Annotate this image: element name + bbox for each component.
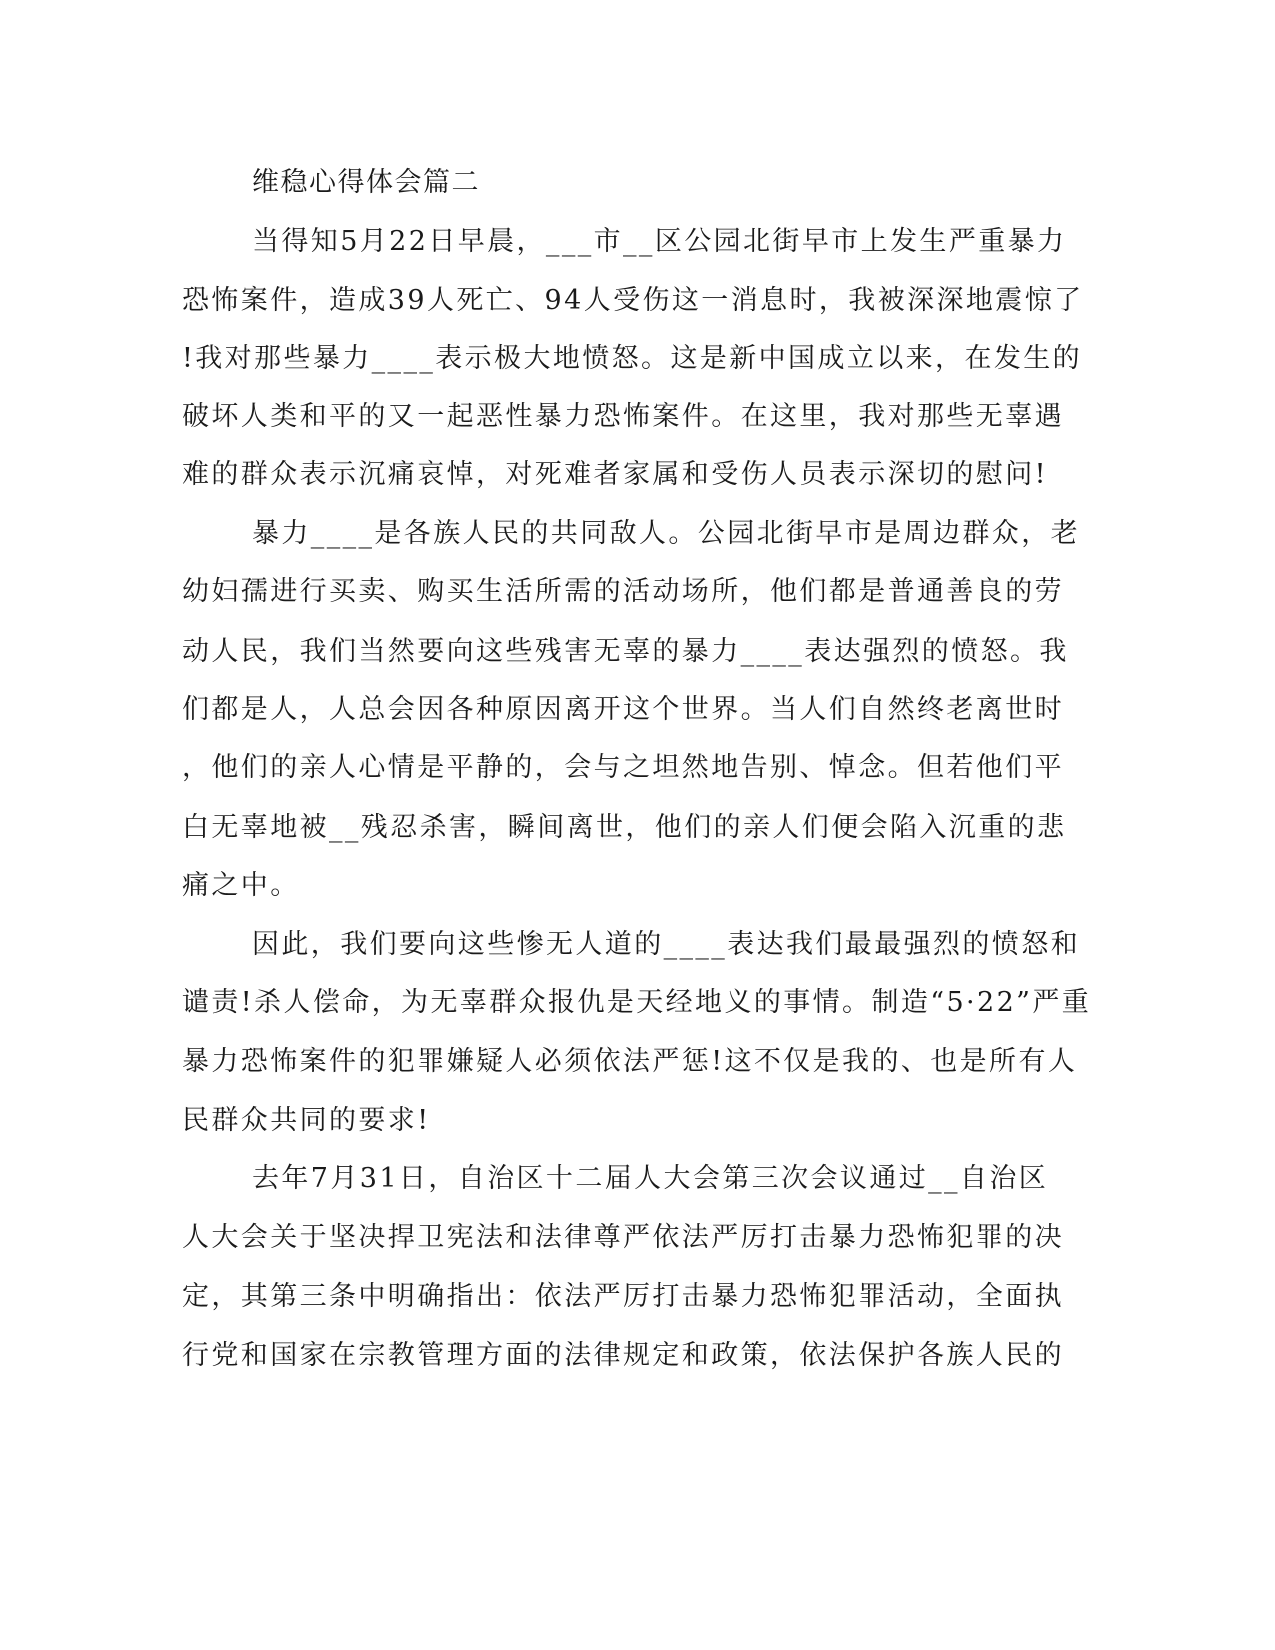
text-line: 定，其第三条中明确指出：依法严厉打击暴力恐怖犯罪活动，全面执 xyxy=(182,1281,1064,1312)
text-line: 去年7月31日，自治区十二届人大会第三次会议通过__自治区 xyxy=(252,1163,1049,1194)
text-line: 动人民，我们当然要向这些残害无辜的暴力____表达强烈的愤怒。我 xyxy=(182,636,1069,667)
text-line: 破坏人类和平的又一起恶性暴力恐怖案件。在这里，我对那些无辜遇 xyxy=(182,401,1064,432)
text-line: !我对那些暴力____表示极大地愤怒。这是新中国成立以来，在发生的 xyxy=(182,343,1083,374)
text-line: 因此，我们要向这些惨无人道的____表达我们最最强烈的愤怒和 xyxy=(252,929,1080,960)
text-line: 暴力恐怖案件的犯罪嫌疑人必须依法严惩!这不仅是我的、也是所有人 xyxy=(182,1046,1078,1077)
text-line: 人大会关于坚决捍卫宪法和法律尊严依法严厉打击暴力恐怖犯罪的决 xyxy=(182,1222,1064,1253)
text-line: 暴力____是各族人民的共同敌人。公园北街早市是周边群众，老 xyxy=(252,518,1080,549)
text-line: 难的群众表示沉痛哀悼，对死难者家属和受伤人员表示深切的慰问! xyxy=(182,459,1048,490)
text-line: 恐怖案件，造成39人死亡、94人受伤这一消息时，我被深深地震惊了 xyxy=(182,285,1084,316)
text-line: 行党和国家在宗教管理方面的法律规定和政策，依法保护各族人民的 xyxy=(182,1340,1064,1371)
text-line: 幼妇孺进行买卖、购买生活所需的活动场所，他们都是普通善良的劳 xyxy=(182,576,1064,607)
text-line: 痛之中。 xyxy=(182,870,300,901)
document-title: 维稳心得体会篇二 xyxy=(252,167,480,198)
text-line: 白无辜地被__残忍杀害，瞬间离世，他们的亲人们便会陷入沉重的悲 xyxy=(182,812,1067,843)
text-line: 当得知5月22日早晨，___市__区公园北街早市上发生严重暴力 xyxy=(252,226,1067,257)
text-line: 们都是人，人总会因各种原因离开这个世界。当人们自然终老离世时 xyxy=(182,694,1064,725)
text-line: ，他们的亲人心情是平静的，会与之坦然地告别、悼念。但若他们平 xyxy=(182,752,1064,783)
text-line: 谴责!杀人偿命，为无辜群众报仇是天经地义的事情。制造“5·22”严重 xyxy=(182,987,1092,1018)
text-line: 民群众共同的要求! xyxy=(182,1105,431,1136)
